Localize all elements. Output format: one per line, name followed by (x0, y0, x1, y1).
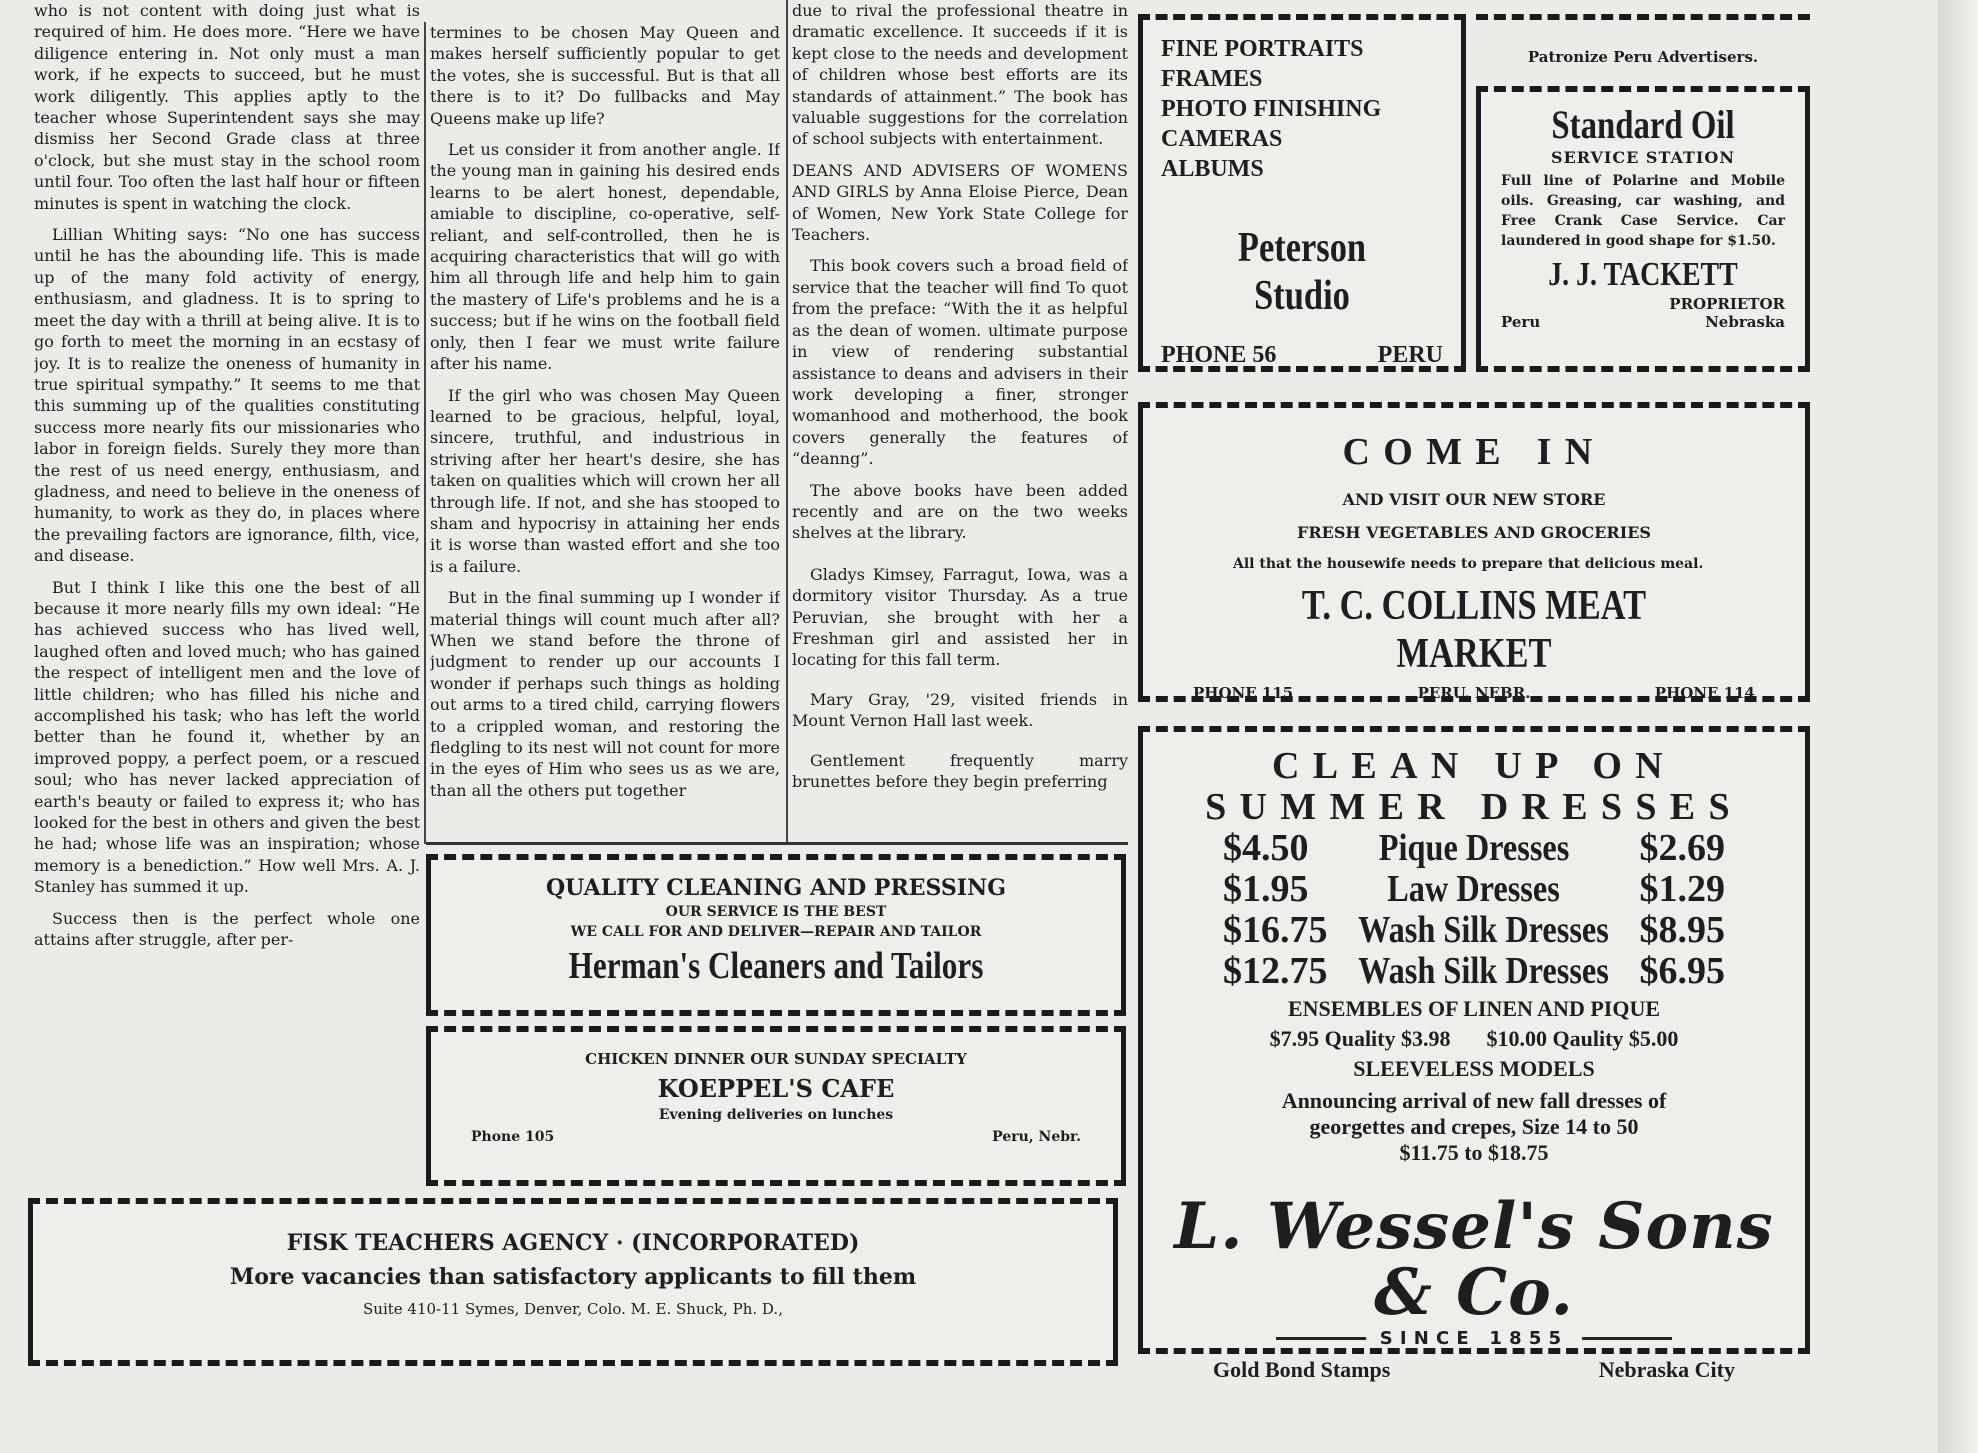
town: PERU (1377, 342, 1443, 368)
ad-line: FRESH VEGETABLES AND GROCERIES (1297, 523, 1651, 542)
quality-offer: $10.00 Qaulity $5.00 (1486, 1026, 1679, 1051)
phone: PHONE 114 (1654, 684, 1755, 702)
column-divider (424, 22, 426, 844)
paragraph: who is not content with doing just what is required of him. He does more. “Here we have diligence entering in. Not only must a man work, if he expects to succeed, but he must work diligently. This applies aptly to the teacher whose Superintendent says she may dismiss her Second Grade class at three o'clock, but she must stay in the school room until four. Too often the last half hour or fifteen minutes is spent in watching the clock. (34, 1, 420, 213)
service-station: SERVICE STATION (1551, 148, 1735, 167)
item: Pique Dresses (1378, 827, 1570, 869)
come-in-headline: COME IN (1342, 431, 1606, 473)
sale-price: $8.95 (1639, 909, 1725, 951)
sleeveless-line: SLEEVELESS MODELS (1353, 1056, 1595, 1081)
section-rule (426, 842, 1128, 845)
article-column-1 (34, 0, 420, 1200)
cafe-name: KOEPPEL'S CAFE (657, 1074, 895, 1103)
peterson-studio-ad (1138, 14, 1466, 372)
old-price: $16.75 (1223, 909, 1328, 951)
paragraph: But in the final summing up I wonder if material things will count much after all? When we stand before the throne of judgment to render up our accounts I wonder if perhaps such things as holding out arms to a tired child, carrying flowers to a crippled woman, and restoring the fledgling to its nest will not count for more in the eyes of Him who sees us as we are, than all the others put together (430, 588, 780, 800)
wessels-logo: L. Wessel's Sons & Co. (1174, 1189, 1774, 1330)
paragraph: Mary Gray, '29, visited friends in Mount Vernon Hall last week. (792, 689, 1128, 731)
phone: Phone 105 (471, 1129, 555, 1145)
ad-line: QUALITY CLEANING AND PRESSING (545, 875, 1006, 901)
logo-rule (1582, 1337, 1672, 1340)
price-row (1153, 869, 1795, 910)
logo-rule (1276, 1337, 1366, 1340)
page-shadow (1938, 0, 1978, 1453)
price-row (1153, 951, 1795, 992)
paragraph: Success then is the perfect whole one attains after struggle, after per- (34, 908, 420, 950)
wessels-sons-ad (1138, 726, 1810, 1382)
paragraph: Gentlement frequently marry brunettes before they begin preferring (792, 750, 1128, 791)
item: Law Dresses (1387, 868, 1561, 910)
ad-line: FRAMES (1161, 66, 1263, 92)
ad-line: Evening deliveries on lunches (658, 1107, 894, 1123)
town: Peru (1501, 313, 1541, 331)
column-divider (786, 0, 788, 844)
quality-offer: $7.95 Quality $3.98 (1269, 1026, 1451, 1051)
herman-name: Herman's Cleaners and Tailors (568, 945, 984, 987)
market-name: T. C. COLLINS MEAT MARKET (1301, 583, 1647, 677)
proprietor: PROPRIETOR (1669, 295, 1785, 313)
old-price: $1.95 (1223, 868, 1309, 910)
old-price: $12.75 (1223, 950, 1328, 992)
paragraph: But I think I like this one the best of all because it more nearly fills my own ideal: “He has achieved success who has lived well, laughed often and loved much; who has gained the respect of intelligent men and the love of little children; who has filled his niche and accomplished his task; who has left the world better than he found it, whether by an improved poppy, a perfect poem, or a rescued soul; who has never lacked appreciation of earth's beauty or failed to express it; who has looked for the best in others and given the best he had; whose life was an inspiration; whose memory is a benediction.” How well Mrs. A. J. Stanley has summed it up. (34, 577, 420, 897)
town: PERU, NEBR. (1417, 684, 1531, 702)
ensembles-line: ENSEMBLES OF LINEN AND PIQUE (1287, 996, 1661, 1021)
ad-line: ALBUMS (1161, 156, 1264, 182)
state: Nebraska (1705, 313, 1785, 331)
standard-oil-ad (1476, 86, 1810, 372)
paragraph: due to rival the professional theatre in dramatic excellence. It succeeds if it is kept close to the needs and development of children whose best efforts are its standards of attainment.” The book has valuable suggestions for the correlation of school subjects with entertainment. (792, 1, 1128, 149)
ad-line: CHICKEN DINNER OUR SUNDAY SPECIALTY (585, 1050, 967, 1068)
article-column-2 (430, 22, 780, 844)
ad-line: CAMERAS (1161, 126, 1283, 152)
ad-line: Suite 410-11 Symes, Denver, Colo. M. E. Shuck, Ph. D., (363, 1300, 783, 1318)
phone: PHONE 56 (1161, 342, 1277, 368)
paragraph: The above books have been added recently and are on the two weeks shelves at the library. (792, 480, 1128, 543)
studio-name: Peterson Studio (1237, 225, 1367, 319)
book-heading: DEANS AND ADVISERS OF WOMENS AND GIRLS by Anna Eloise Pierce, Dean of Women, New York State College for Teachers. (792, 160, 1128, 245)
price-row (1153, 828, 1795, 869)
sale-price: $6.95 (1639, 950, 1725, 992)
item: Wash Silk Dresses (1358, 950, 1609, 992)
paragraph: This book covers such a broad field of service that the teacher will find To quot from the preface: “With the it as helpful as the dean of women. ultimate purpose in view of rendering substantial assistance to deans and advisers in their work developing a finer, stronger womanhood and motherhood, the book covers generally the features of “deanng”. (792, 256, 1128, 469)
fisk-teachers-agency-ad (28, 1198, 1118, 1366)
agency-name: FISK TEACHERS AGENCY · (INCORPORATED) (286, 1230, 860, 1256)
price-row (1153, 910, 1795, 951)
ad-line: PHOTO FINISHING (1161, 96, 1382, 122)
gold-bond: Gold Bond Stamps (1213, 1357, 1391, 1382)
sale-price: $2.69 (1639, 827, 1725, 869)
ad-line: FINE PORTRAITS (1161, 36, 1364, 62)
koeppels-cafe-ad (426, 1026, 1126, 1186)
price-range: $11.75 to $18.75 (1399, 1140, 1549, 1165)
clean-up-headline: CLEAN UP ON (1272, 745, 1676, 787)
since-line: SINCE 1855 (1379, 1328, 1569, 1349)
paragraph: If the girl who was chosen May Queen learned to be gracious, helpful, loyal, sincere, truthful, and industrious in striving after her heart's desire, she has taken on qualities which will crown her all through life. If not, and she has stooped to sham and hypocrisy in attaining her ends it is worse than wasted effort and she too is a failure. (430, 385, 780, 576)
article-column-3 (792, 0, 1128, 822)
ad-body: Full line of Polarine and Mobile oils. Greasing, car washing, and Free Crank Case Service. Car laundered in good shape for $1.50. (1501, 173, 1785, 249)
patronize-text: Patronize Peru Advertisers. (1527, 48, 1759, 66)
phone: PHONE 115 (1193, 684, 1294, 702)
city: Nebraska City (1598, 1357, 1735, 1382)
announce-line: georgettes and crepes, Size 14 to 50 (1309, 1114, 1639, 1139)
ad-line: OUR SERVICE IS THE BEST (665, 904, 887, 920)
sale-price: $1.29 (1639, 868, 1725, 910)
patronize-banner (1476, 14, 1810, 84)
ad-line: More vacancies than satisfactory applicants to fill them (229, 1264, 917, 1290)
ad-line: AND VISIT OUR NEW STORE (1342, 490, 1606, 509)
ad-line: WE CALL FOR AND DELIVER—REPAIR AND TAILOR (570, 924, 982, 940)
item: Wash Silk Dresses (1358, 909, 1609, 951)
owner-name: J. J. TACKETT (1548, 256, 1738, 293)
paragraph: Gladys Kimsey, Farragut, Iowa, was a dormitory visitor Thursday. As a true Peruvian, she brought with her a Freshman girl and assisted her in locating for this fall term. (792, 564, 1128, 670)
summer-dresses-headline: SUMMER DRESSES (1205, 786, 1743, 828)
old-price: $4.50 (1223, 827, 1309, 869)
standard-oil-name: Standard Oil (1551, 102, 1735, 147)
announce-line: Announcing arrival of new fall dresses of (1281, 1088, 1667, 1113)
paragraph: termines to be chosen May Queen and makes herself sufficiently popular to get the votes, she is successful. But is that all there is to it? Do fullbacks and May Queens make up life? (430, 23, 780, 128)
paragraph: Lillian Whiting says: “No one has success until he has the abounding life. This is made up of the many fold activity of energy, enthusiasm, and gladness. It is to spring to meet the day with a thrill at being alive. It is to go forth to meet the morning in an ecstasy of joy. It is to realize the oneness of humanity in true spiritual sympathy.” It seems to me that this summing up of the qualities constituting success more nearly fits our missionaries who labor in foreign fields. Surely they more than the rest of us need energy, enthusiasm, and gladness, and need to believe in the oneness of humanity, to work as they do, in places where the prevailing factors are ignorance, filth, vice, and disease. (34, 225, 420, 566)
collins-meat-market-ad (1138, 402, 1810, 702)
hermans-cleaners-ad (426, 854, 1126, 1016)
ad-line: All that the housewife needs to prepare that delicious meal. (1233, 556, 1704, 572)
paragraph: Let us consider it from another angle. If the young man in gaining his desired ends learns to be alert honest, dependable, amiable to discipline, co-operative, self-reliant, and self-controlled, then he is acquiring characteristics that will go with him all through life and help him to gain the mastery of Life's problems and he is a success; but if he wins on the football field only, then I fear we must write failure after his name. (430, 140, 780, 374)
town: Peru, Nebr. (992, 1129, 1081, 1145)
